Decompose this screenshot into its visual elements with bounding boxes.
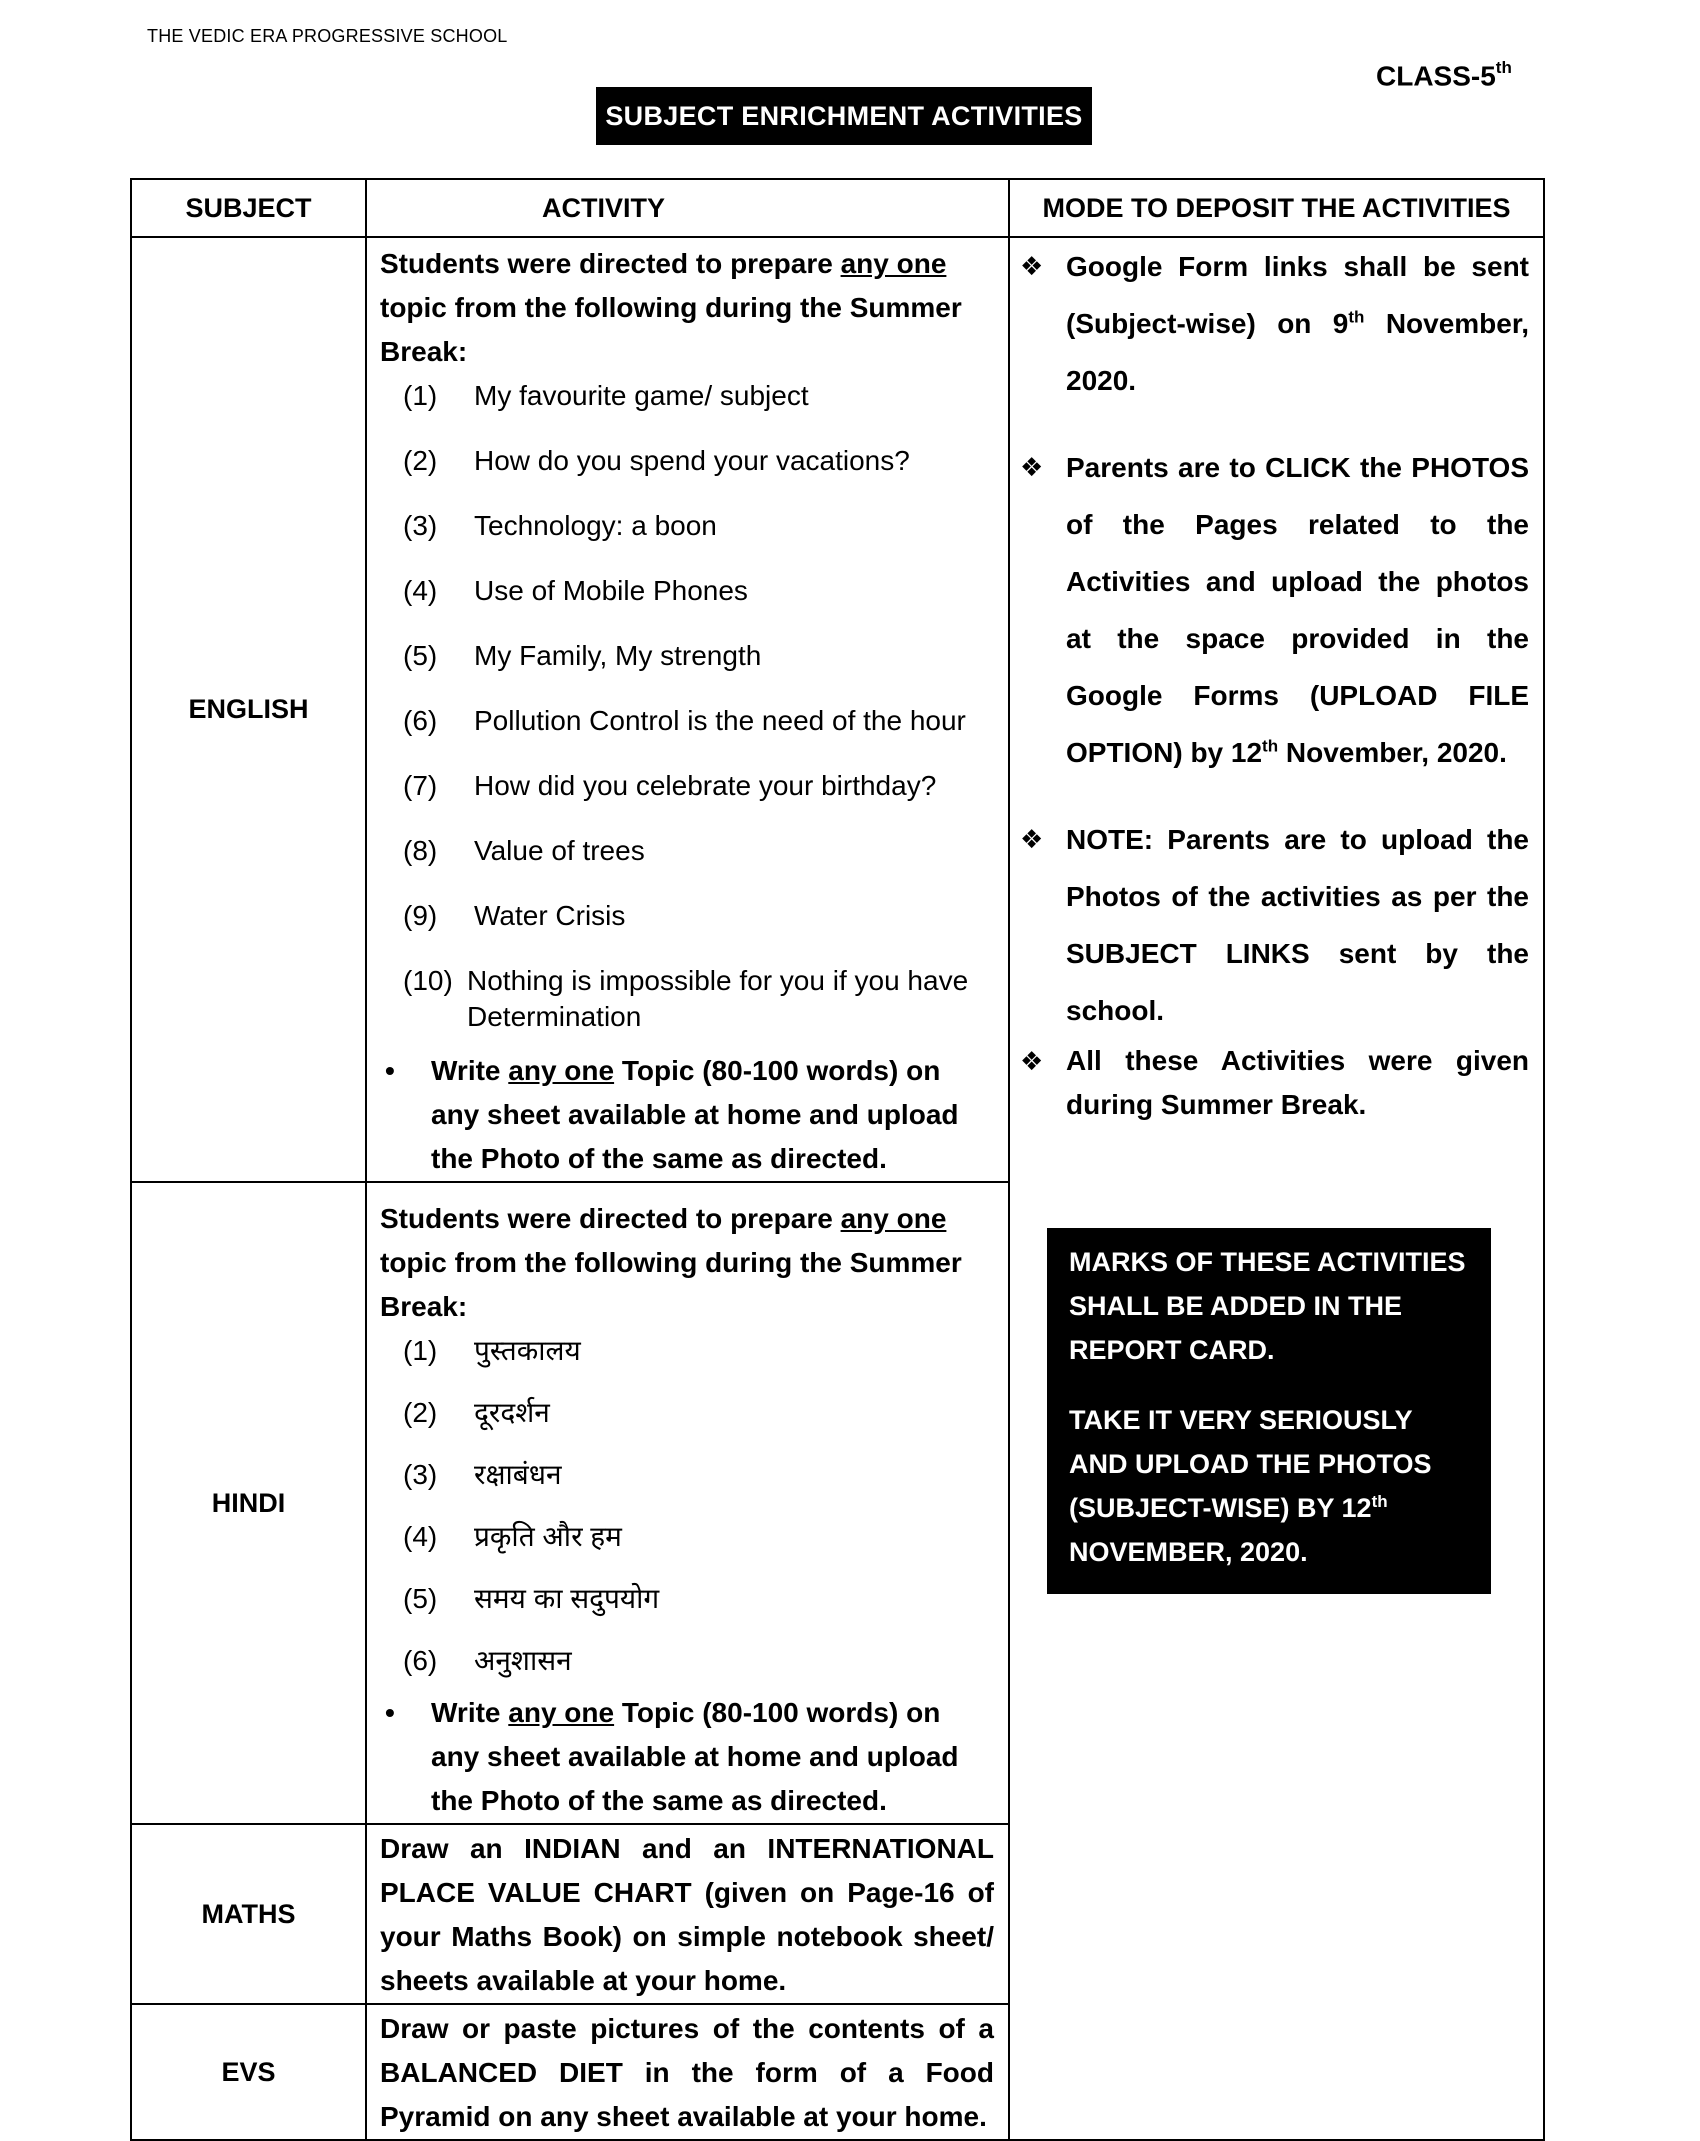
list-item: (2) How do you spend your vacations? [403,445,910,476]
subject-evs: EVS [131,2004,366,2140]
subject-maths: MATHS [131,1824,366,2004]
list-item: (8) Value of trees [403,835,645,866]
mode-item-upload-photos: ❖ Parents are to CLICK the PHOTOS of the Pages related to the Activities and upload the photos at the space provided in the Google Forms (UPLOAD FILE OPTION) by 12th November, 2020. [1010,439,1543,781]
list-item: (7) How did you celebrate your birthday? [403,770,937,801]
header-mode: MODE TO DEPOSIT THE ACTIVITIES [1009,179,1544,237]
list-item: (6) अनुशासन [403,1645,572,1676]
mode-item-summer-break: ❖ All these Activities were given during Summer Break. [1010,1039,1543,1127]
list-item: (5) My Family, My strength [403,640,762,671]
evs-activity-text: Draw or paste pictures of the contents of a BALANCED DIET in the form of a Food Pyramid on any sheet available at your home. [380,2013,994,2132]
diamond-bullet-icon: ❖ [1020,251,1044,281]
list-item: (2) दूरदर्शन [403,1397,550,1428]
list-item: (6) Pollution Control is the need of the hour [403,705,966,736]
notice-marks: MARKS OF THESE ACTIVITIES SHALL BE ADDED IN THE REPORT CARD. [1069,1247,1466,1365]
english-topics [367,374,1008,1039]
diamond-bullet-icon: ❖ [1020,452,1044,482]
subject-hindi: HINDI [131,1182,366,1824]
list-item: (3) रक्षाबंधन [403,1459,562,1490]
notice-box [1047,1228,1491,1594]
english-intro: Students were directed to prepare any one topic from the following during the Summer Break: [380,248,962,367]
class-label: CLASS-5th [1376,58,1512,92]
list-item: (1) My favourite game/ subject [403,380,809,411]
hindi-topics [367,1329,1008,1683]
list-item: (1) पुस्तकालय [403,1335,581,1366]
activity-hindi [366,1182,1009,1824]
list-item: (4) प्रकृति और हम [403,1521,622,1552]
activities-table [130,178,1545,2141]
page-title: SUBJECT ENRICHMENT ACTIVITIES [596,87,1092,145]
list-item: (3) Technology: a boon [403,510,717,541]
maths-activity-text: Draw an INDIAN and an INTERNATIONAL PLACE VALUE CHART (given on Page-16 of your Maths Book) on simple notebook sheet/ sheets available at your home. [380,1833,994,1996]
notice-seriously: TAKE IT VERY SERIOUSLY AND UPLOAD THE PHOTOS (SUBJECT-WISE) BY 12th NOVEMBER, 2020. [1069,1405,1432,1567]
mode-item-note: ❖ NOTE: Parents are to upload the Photos of the activities as per the SUBJECT LINKS sent by the school. [1010,811,1543,1039]
diamond-bullet-icon: ❖ [1020,824,1044,854]
mode-item-google-form: ❖ Google Form links shall be sent (Subject-wise) on 9th November, 2020. [1010,238,1543,409]
subject-english: ENGLISH [131,237,366,1182]
list-item: (4) Use of Mobile Phones [403,575,748,606]
list-item: (5) समय का सदुपयोग [403,1583,660,1614]
header-activity: ACTIVITY [366,179,1009,237]
table-row-english [131,237,1544,1182]
table-header-row [131,179,1544,237]
activity-english [366,237,1009,1182]
hindi-intro: Students were directed to prepare any one topic from the following during the Summer Break: [380,1203,962,1322]
hindi-instruction: • Write any one Topic (80-100 words) on any sheet available at home and upload the Photo of the same as directed. [385,1697,959,1816]
list-item: (10) Nothing is impossible for you if you have Determination [403,965,969,1032]
school-name: THE VEDIC ERA PROGRESSIVE SCHOOL [147,26,508,46]
list-item: (9) Water Crisis [403,900,626,931]
activity-evs [366,2004,1009,2140]
diamond-bullet-icon: ❖ [1020,1046,1044,1076]
activity-maths [366,1824,1009,2004]
mode-column [1009,237,1544,2140]
header-subject: SUBJECT [131,179,366,237]
english-instruction: • Write any one Topic (80-100 words) on any sheet available at home and upload the Photo of the same as directed. [385,1055,959,1174]
